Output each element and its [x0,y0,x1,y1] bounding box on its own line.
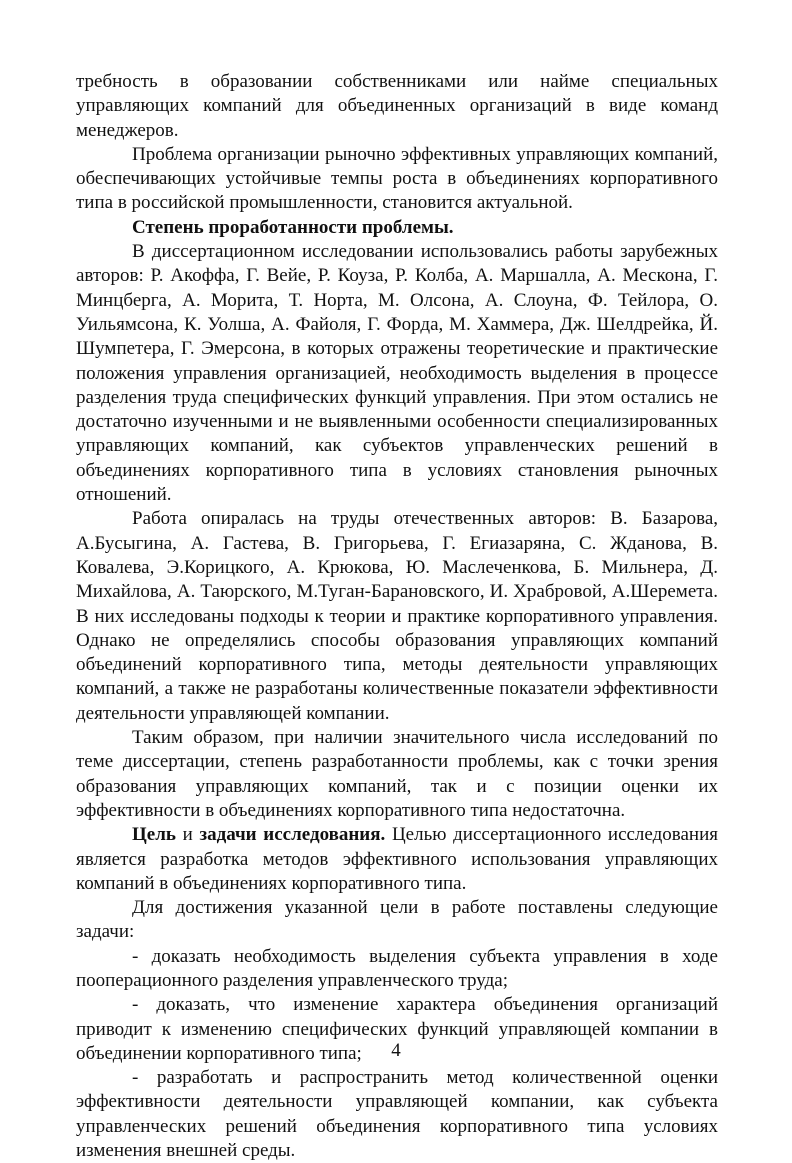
heading-joiner: и [175,824,200,846]
paragraph-goal [76,823,718,896]
paragraph-foreign-authors: В диссертационном исследовании использовались работы зарубежных авторов: Р. Акоффа, Г. Вейе, Р. Коуза, Р. Колба, А. Маршалла, А. Мескона, Г. Минцберга, А. Морита, Т. Норта, М. Олсона, А. Слоуна, Ф. Тейлора, О. Уильямсона, К. Уолша, А. Файоля, Г. Форда, М. Хаммера, Дж. Шелдрейка, Й. Шумпетера, Г. Эмерсона, в которых отражены теоретические и практические положения управления организацией, необходимость выделения в процессе разделения труда специфических функций управления. При этом остались не достаточно изученными и не выявленными особенности специализированных управляющих компаний, как субъектов управленческих решений в объединениях корпоративного типа в условиях становления рыночных отношений. [76,241,718,506]
task-item: - доказать необходимость выделения субъекта управления в ходе пооперационного разделения управленческого труда; [76,945,718,991]
goal-text: Целью диссертационного исследования является разработка методов эффективного использования управляющих компаний в объединениях корпоративного типа. [76,824,718,894]
paragraph-tasks-intro: Для достижения указанной цели в работе поставлены следующие задачи: [76,897,718,943]
task-item: - разработать и распространить метод количественной оценки эффективности деятельности управляющей компании, как субъекта управленческих решений объединения корпоративного типа условиях изменения внешней среды. [76,1067,718,1162]
section-heading-problem-degree: Степень проработанности проблемы. [132,216,454,238]
paragraph-conclusion: Таким образом, при наличии значительного числа исследований по теме диссертации, степень разработанности проблемы, как с точки зрения образования управляющих компаний, так и с позиции оценки их эффективности в объединениях корпоративного типа недостаточна. [76,727,718,821]
page-number: 4 [391,1040,401,1061]
task-item: - доказать, что изменение характера объединения организаций приводит к изменению специфических функций управляющей компании в объединении корпоративного типа; [76,994,718,1064]
page-body [76,70,718,1163]
paragraph-continuation: требность в образовании собственниками или найме специальных управляющих компаний для объединенных организаций в виде команд менеджеров. [76,71,718,141]
paragraph-problem: Проблема организации рыночно эффективных управляющих компаний, обеспечивающих устойчивые темпы роста в объединениях корпоративного типа в российской промышленности, становится актуальной. [76,143,718,214]
paragraph-domestic-authors: Работа опиралась на труды отечественных авторов: В. Базарова, А.Бусыгина, А. Гастева, В. Григорьева, Г. Егиазаряна, С. Жданова, В. Ковалева, Э.Корицкого, А. Крюкова, Ю. Маслеченкова, Б. Мильнера, Д. Михайлова, А. Таюрского, М.Туган-Барановского, И. Храбровой, А.Шеремета. В них исследованы подходы к теории и практике корпоративного управления. Однако не определялись способы образования управляющих компаний объединений корпоративного типа, методы деятельности управляющих компаний, а также не разработаны количественные показатели эффективности деятельности управляющей компании. [76,508,718,724]
heading-goal: Цель [132,824,176,846]
heading-tasks: задачи исследования. [199,824,386,846]
